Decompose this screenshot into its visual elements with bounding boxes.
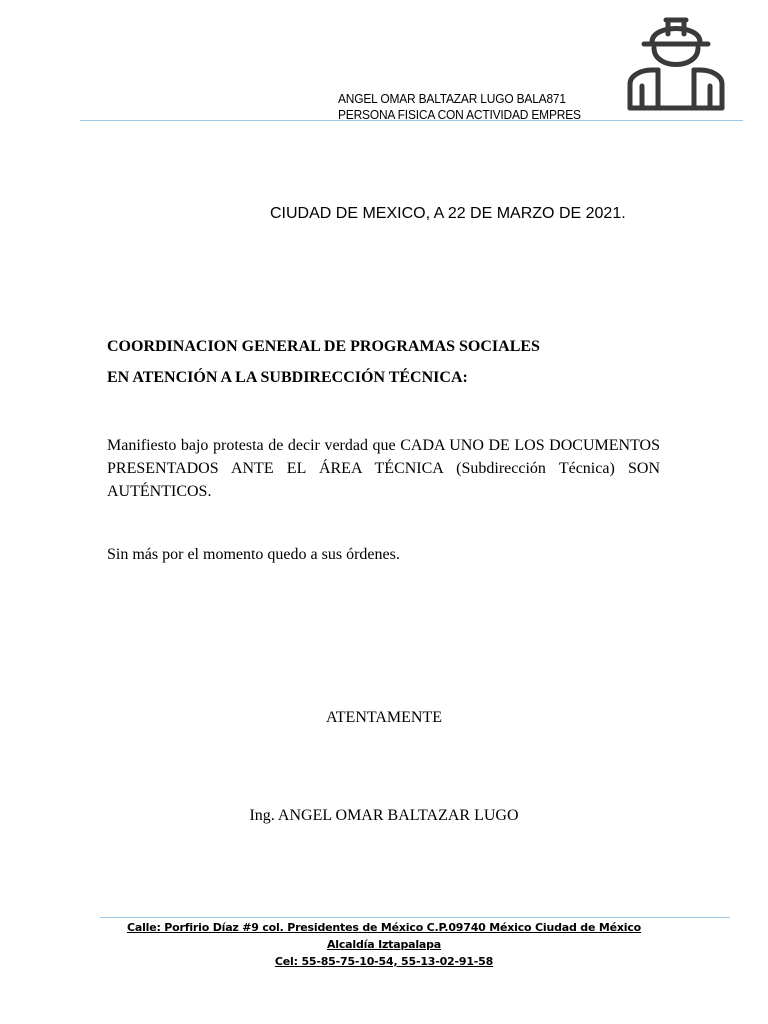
addressee-organization: COORDINACION GENERAL DE PROGRAMAS SOCIALES [107,338,540,355]
letterhead-text [338,91,594,123]
footer-address [80,919,688,970]
addressee-block [107,337,667,399]
footer-street: Calle: Porfirio Díaz #9 col. Presidentes de México C.P.09740 México Ciudad de México [126,921,642,934]
construction-worker-icon [622,12,730,116]
addressee-attention: EN ATENCIÓN A LA SUBDIRECCIÓN TÉCNICA: [107,369,468,386]
date-place-line: CIUDAD DE MEXICO, A 22 DE MARZO DE 2021. [270,205,626,222]
footer-phones: Cel: 55-85-75-10-54, 55-13-02-91-58 [274,955,494,968]
signer-name: Ing. ANGEL OMAR BALTAZAR LUGO [249,807,519,824]
footer-district: Alcaldía Iztapalapa [326,938,442,951]
letterhead-name: ANGEL OMAR BALTAZAR LUGO BALA871 [338,91,566,106]
closing-line: Sin más por el momento quedo a sus órdenes. [107,546,400,563]
body-paragraph: Manifiesto bajo protesta de decir verdad que CADA UNO DE LOS DOCUMENTOS PRESENTADOS ANTE EL ÁREA TÉCNICA (Subdirección Técnica) SON AUTÉNTICOS. [107,437,660,500]
header-divider [80,120,743,121]
letterhead-activity: PERSONA FISICA CON ACTIVIDAD EMPRES [338,107,581,122]
footer-divider [100,917,730,918]
signoff: ATENTAMENTE [325,709,443,726]
